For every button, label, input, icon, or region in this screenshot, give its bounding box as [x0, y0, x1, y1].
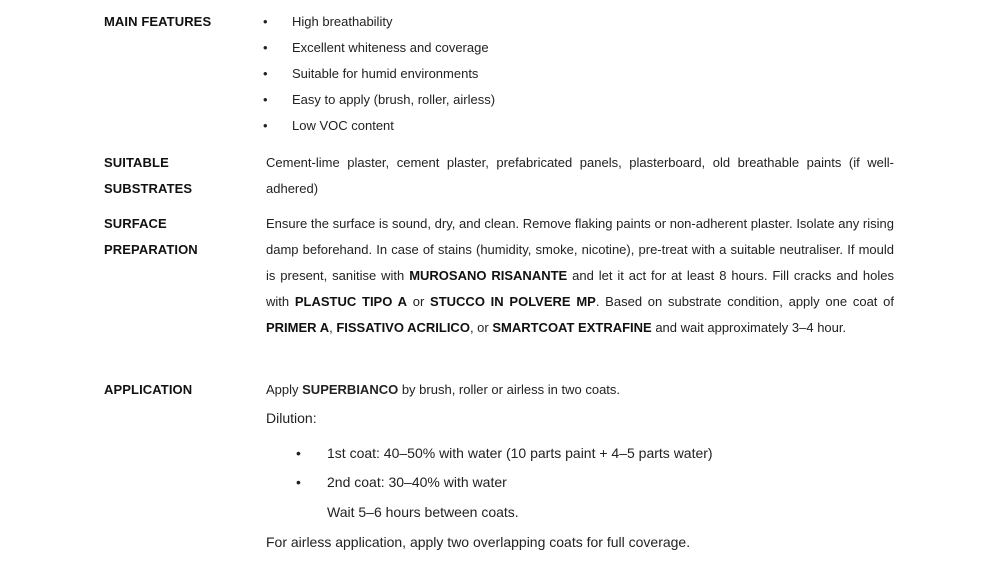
prep-text: . Based on substrate condition, apply one coat of [595, 294, 894, 309]
list-item: • Easy to apply (brush, roller, airless) [266, 87, 894, 113]
list-item: • 2nd coat: 30–40% with water [266, 468, 894, 497]
prep-text: and wait approximately 3–4 hour. [651, 320, 847, 335]
label-line: SUITABLE [104, 155, 169, 170]
features-list [266, 9, 894, 139]
application-intro [266, 377, 894, 403]
product-name: STUCCO IN POLVERE MP [430, 294, 596, 309]
label-line: SURFACE [104, 216, 167, 231]
product-name: PLASTUC TIPO A [294, 294, 407, 309]
product-name: PRIMER A [266, 320, 330, 335]
list-item: • 1st coat: 40–50% with water (10 parts paint + 4–5 parts water) [266, 439, 894, 468]
preparation-paragraph [266, 211, 894, 341]
application-content [266, 377, 894, 557]
list-item: • High breathability [266, 9, 894, 35]
main-features-content [266, 9, 894, 139]
label-line: SUBSTRATES [104, 181, 193, 196]
app-text: Apply [266, 382, 303, 397]
product-name: SMARTCOAT EXTRAFINE [492, 320, 652, 335]
dilution-heading: Dilution: [266, 410, 317, 426]
wait-note: Wait 5–6 hours between coats. [327, 504, 519, 520]
dilution-list [266, 439, 894, 497]
suitable-substrates-label [104, 150, 254, 202]
app-text: by brush, roller or airless in two coats. [398, 382, 621, 397]
application-label: APPLICATION [104, 382, 193, 397]
main-features-label: MAIN FEATURES [104, 14, 212, 29]
airless-note: For airless application, apply two overlapping coats for full coverage. [266, 534, 691, 550]
surface-preparation-label [104, 211, 254, 263]
prep-text: or [407, 294, 431, 309]
list-item: • Low VOC content [266, 113, 894, 139]
label-line: PREPARATION [104, 242, 198, 257]
product-name: MUROSANO RISANANTE [409, 268, 568, 283]
prep-text: , [329, 320, 337, 335]
prep-text: , or [469, 320, 493, 335]
prep-text: and let it act for at least 8 hours. Fill cracks and holes with [266, 268, 895, 309]
prep-text: Ensure the surface is sound, dry, and clean. Remove flaking paints or non-adherent plaster. Isolate any rising damp beforehand. In case of stains (humidity, smoke, nicotine), pre-treat with a suitable neutraliser. If mould is present, sanitise with [266, 216, 894, 283]
list-item: • Excellent whiteness and coverage [266, 35, 894, 61]
substrates-text: Cement-lime plaster, cement plaster, prefabricated panels, plasterboard, old breathable paints (if well-adhered) [266, 155, 894, 196]
list-item: • Suitable for humid environments [266, 61, 894, 87]
product-name: FISSATIVO ACRILICO [336, 320, 470, 335]
product-name: SUPERBIANCO [302, 382, 399, 397]
